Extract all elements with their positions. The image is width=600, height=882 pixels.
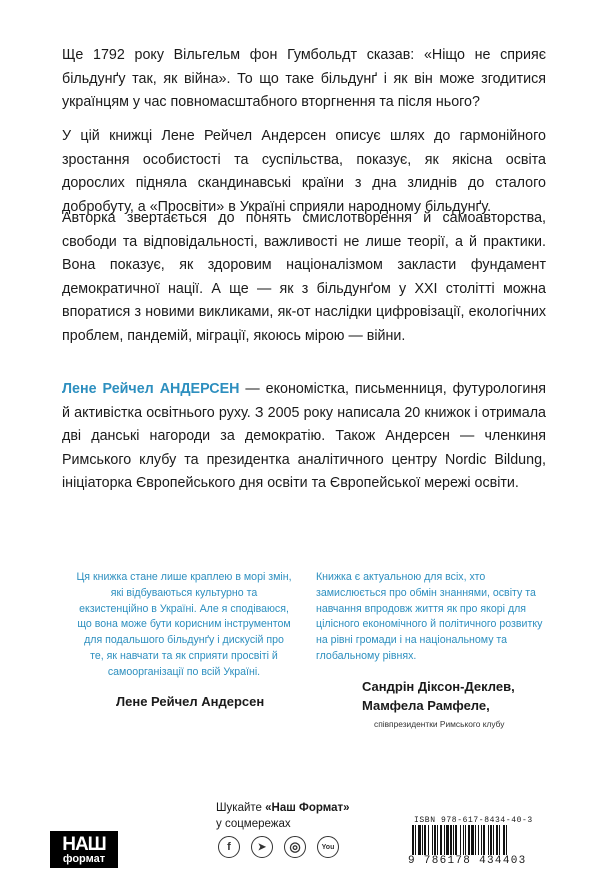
author-quote-signature: Лене Рейчел Андерсен — [116, 694, 265, 709]
club-quote: Книжка є актуальною для всіх, хто замислюється про обмін знаннями, освіту та навчання впродовж життя як про якорі для цілісного економічного й політичного розвитку на рівні громади і на національному та глобальному рівнях. — [316, 571, 543, 662]
facebook-icon[interactable]: f — [218, 836, 240, 858]
instagram-icon[interactable]: ◎ — [284, 836, 306, 858]
barcode-digits: 9 786178 434403 — [408, 855, 527, 867]
author-bio — [62, 378, 546, 496]
publisher-logo — [50, 831, 118, 868]
social-suffix: у соцмережах — [216, 818, 291, 830]
publisher-logo-line1: НАШ — [62, 833, 106, 855]
club-signature-note: співпрезидентки Римського клубу — [374, 719, 505, 729]
publisher-logo-line2: формат — [62, 852, 106, 865]
author-quote: Ця книжка стане лише краплею в морі змін, які відбуваються культурно та екзистенційно в Україні. Але я сподіваюся, що вона може бути корисним інструментом для подальшого більдунґу і дискусій про те, як навчати та як сприяти просвіті й самоорганізації по всій Україні. — [76, 571, 292, 678]
social-caption — [216, 800, 386, 832]
club-signature-1: Сандрін Діксон-Деклев, — [362, 679, 515, 694]
isbn-label: ISBN 978-617-8434-40-3 — [414, 816, 533, 825]
telegram-icon[interactable]: ➤ — [251, 836, 273, 858]
blurb-paragraph-2: У цій книжці Лене Рейчел Андерсен описує шлях до гармонійного зростання особистості та суспільства, показує, як якісна освіта дорослих підняла скандинавські країни з дна злиднів до сталого добробуту, а «Просвіти» в Україні сприяли народному більдунґу. — [62, 128, 546, 215]
club-signature-2: Мамфела Рамфеле, — [362, 698, 490, 713]
blurb-paragraph-3: Авторка звертається до понять смислотворення й самоавторства, свободи та відповідальності, важливості не лише теорії, а й практики. Вона показує, як здоровим націоналізмом закласти фундамент демократичної нації. А ще — як з більдунґом у XXI столітті можна впоратися з новими викликами, як-от наслідки цифровізації, екологічних проблем, пандемій, міграції, якоюсь мірою — війни. — [62, 210, 546, 344]
youtube-icon[interactable]: You — [317, 836, 339, 858]
author-name: Лене Рейчел АНДЕРСЕН — [62, 381, 240, 397]
blurb-paragraph-1: Ще 1792 року Вільгельм фон Гумбольдт сказав: «Ніщо не сприяє більдунґу так, як війна». То що таке більдунґ і як він може згодитися українцям у час повномасштабного вторгнення та після нього? — [62, 47, 546, 110]
author-bio-text: — економістка, письменниця, футурологиня й активістка освітнього руху. З 2005 року написала 20 книжок і отримала дві данські нагороди за демократію. Також Андерсен — членкиня Римського клубу та президентка аналітичного центру Nordic Bildung, ініціаторка Європейського дня освіти та Європейської мережі освіти. — [62, 381, 546, 491]
social-prefix: Шукайте — [216, 802, 266, 814]
social-brand: «Наш Формат» — [265, 802, 350, 814]
